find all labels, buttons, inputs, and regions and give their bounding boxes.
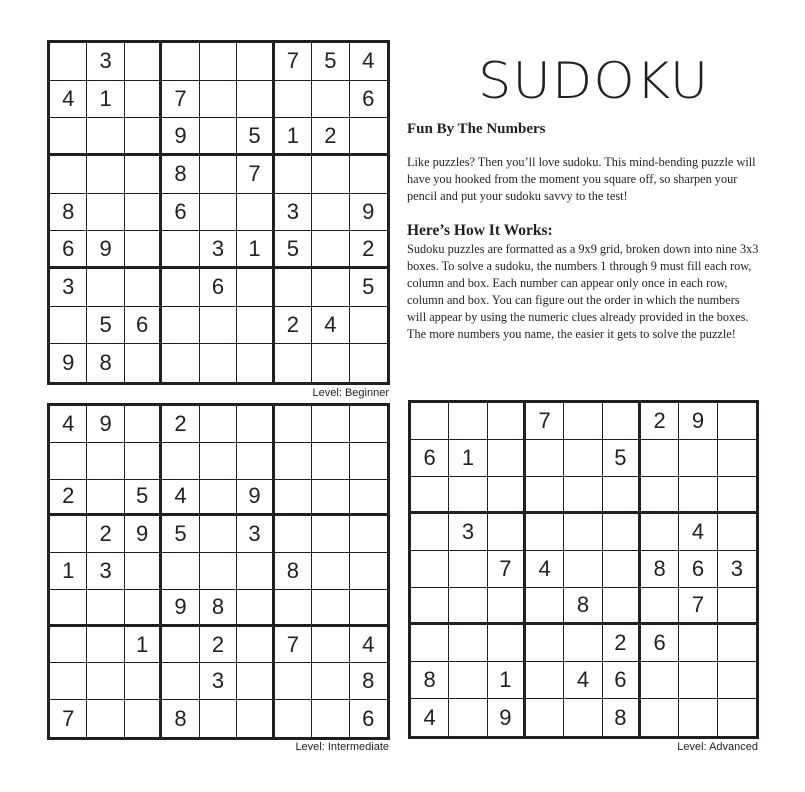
empty-cell[interactable] (679, 625, 717, 662)
empty-cell[interactable] (200, 480, 237, 517)
empty-cell[interactable] (50, 118, 87, 156)
given-cell: 8 (275, 553, 312, 590)
empty-cell[interactable] (87, 443, 124, 480)
given-cell: 5 (603, 440, 641, 477)
empty-cell[interactable] (449, 699, 487, 736)
given-cell: 6 (411, 440, 449, 477)
given-cell: 1 (488, 662, 526, 699)
given-cell: 7 (526, 403, 564, 440)
empty-cell[interactable] (718, 625, 756, 662)
given-cell: 9 (87, 231, 124, 269)
given-cell: 1 (50, 553, 87, 590)
empty-cell[interactable] (350, 118, 387, 156)
empty-cell[interactable] (526, 662, 564, 699)
empty-cell[interactable] (275, 344, 312, 382)
given-cell: 2 (275, 307, 312, 345)
empty-cell[interactable] (679, 440, 717, 477)
empty-cell[interactable] (50, 43, 87, 81)
empty-cell[interactable] (237, 443, 274, 480)
empty-cell[interactable] (162, 553, 199, 590)
empty-cell[interactable] (449, 477, 487, 514)
empty-cell[interactable] (312, 553, 349, 590)
given-cell: 7 (275, 43, 312, 81)
given-cell: 4 (312, 307, 349, 345)
empty-cell[interactable] (350, 590, 387, 627)
empty-cell[interactable] (200, 156, 237, 194)
empty-cell[interactable] (526, 588, 564, 625)
given-cell: 8 (603, 699, 641, 736)
empty-cell[interactable] (488, 440, 526, 477)
given-cell: 7 (679, 588, 717, 625)
empty-cell[interactable] (125, 156, 162, 194)
empty-cell[interactable] (718, 440, 756, 477)
empty-cell[interactable] (275, 406, 312, 443)
given-cell: 6 (50, 231, 87, 269)
given-cell: 3 (87, 553, 124, 590)
given-cell: 1 (449, 440, 487, 477)
empty-cell[interactable] (564, 514, 602, 551)
given-cell: 9 (50, 344, 87, 382)
empty-cell[interactable] (125, 553, 162, 590)
given-cell: 8 (200, 590, 237, 627)
given-cell: 8 (50, 194, 87, 232)
given-cell: 8 (162, 156, 199, 194)
given-cell: 9 (488, 699, 526, 736)
empty-cell[interactable] (125, 406, 162, 443)
intro-text: Like puzzles? Then you’ll love sudoku. This mind-bending puzzle will have you hooked from the moment you square off, so sharpen your pencil and put your sudoku savvy to the test! (407, 155, 756, 203)
given-cell: 6 (362, 705, 375, 731)
empty-cell[interactable] (50, 307, 87, 345)
empty-cell[interactable] (312, 700, 349, 737)
given-cell: 1 (237, 231, 274, 269)
empty-cell[interactable] (87, 700, 124, 737)
given-cell: 5 (125, 480, 162, 517)
empty-cell[interactable] (350, 344, 387, 382)
given-cell: 2 (87, 516, 124, 553)
empty-cell[interactable] (275, 663, 312, 700)
empty-cell[interactable] (350, 307, 387, 345)
empty-cell[interactable] (312, 194, 349, 232)
empty-cell[interactable] (350, 553, 387, 590)
empty-cell[interactable] (237, 627, 274, 664)
given-cell: 4 (564, 662, 602, 699)
sudoku-grid-intermediate (47, 403, 390, 740)
empty-cell[interactable] (125, 663, 162, 700)
empty-cell[interactable] (200, 516, 237, 553)
level-label-intermediate: Level: Intermediate (295, 741, 389, 753)
empty-cell[interactable] (200, 553, 237, 590)
empty-cell[interactable] (50, 663, 87, 700)
given-cell: 9 (125, 516, 162, 553)
empty-cell[interactable] (87, 590, 124, 627)
empty-cell[interactable] (718, 662, 756, 699)
given-cell: 7 (50, 700, 87, 737)
empty-cell[interactable] (718, 477, 756, 514)
given-cell: 2 (350, 231, 387, 269)
empty-cell[interactable] (50, 516, 87, 553)
empty-cell[interactable] (237, 307, 274, 345)
given-cell: 5 (237, 118, 274, 156)
empty-cell[interactable] (237, 344, 274, 382)
given-cell: 6 (350, 81, 387, 119)
empty-cell[interactable] (411, 514, 449, 551)
given-cell: 4 (162, 480, 199, 517)
empty-cell[interactable] (125, 590, 162, 627)
sudoku-grid-beginner (47, 40, 390, 385)
empty-cell[interactable] (411, 477, 449, 514)
empty-cell[interactable] (125, 118, 162, 156)
empty-cell[interactable] (162, 269, 199, 307)
given-cell: 6 (162, 194, 199, 232)
given-cell: 2 (50, 480, 87, 517)
empty-cell[interactable] (162, 627, 199, 664)
empty-cell[interactable] (350, 480, 387, 517)
given-cell: 4 (50, 406, 87, 443)
given-cell: 9 (350, 194, 387, 232)
empty-cell[interactable] (312, 81, 349, 119)
empty-cell[interactable] (200, 700, 237, 737)
empty-cell[interactable] (275, 81, 312, 119)
empty-cell[interactable] (526, 625, 564, 662)
given-cell: 3 (718, 551, 756, 588)
given-cell: 8 (162, 700, 199, 737)
empty-cell[interactable] (50, 156, 87, 194)
given-cell: 4 (679, 514, 717, 551)
given-cell: 6 (125, 307, 162, 345)
empty-cell[interactable] (87, 194, 124, 232)
given-cell: 1 (275, 118, 312, 156)
empty-cell[interactable] (125, 231, 162, 269)
empty-cell[interactable] (275, 480, 312, 517)
empty-cell[interactable] (275, 590, 312, 627)
empty-cell[interactable] (237, 663, 274, 700)
empty-cell[interactable] (237, 590, 274, 627)
page-title: SUDOKU (478, 52, 710, 110)
given-cell: 6 (603, 662, 641, 699)
empty-cell[interactable] (237, 43, 274, 81)
how-it-works-text: Sudoku puzzles are formatted as a 9x9 grid, broken down into nine 3x3 boxes. To solve a sudoku, the numbers 1 through 9 must fill each row, column and box. Each number can appear only once in each row, column and box. You can figure out the order in which the numbers will appear by using the numeric clues already provided in the boxes. The more numbers you name, the easier it gets to solve the puzzle! (407, 242, 759, 341)
empty-cell[interactable] (200, 406, 237, 443)
given-cell: 8 (350, 663, 387, 700)
empty-cell[interactable] (87, 156, 124, 194)
given-cell: 7 (275, 627, 312, 664)
given-cell: 4 (411, 699, 449, 736)
empty-cell[interactable] (718, 514, 756, 551)
empty-cell[interactable] (162, 663, 199, 700)
empty-cell[interactable] (275, 269, 312, 307)
empty-cell[interactable] (411, 625, 449, 662)
given-cell: 5 (350, 269, 387, 307)
empty-cell[interactable] (679, 699, 717, 736)
empty-cell[interactable] (449, 625, 487, 662)
empty-cell[interactable] (641, 440, 679, 477)
empty-cell[interactable] (603, 588, 641, 625)
given-cell: 9 (679, 403, 717, 440)
empty-cell[interactable] (526, 477, 564, 514)
empty-cell[interactable] (564, 551, 602, 588)
empty-cell[interactable] (237, 269, 274, 307)
empty-cell[interactable] (87, 627, 124, 664)
given-cell: 6 (200, 269, 237, 307)
given-cell: 7 (237, 156, 274, 194)
empty-cell[interactable] (449, 588, 487, 625)
empty-cell[interactable] (350, 443, 387, 480)
empty-cell[interactable] (312, 156, 349, 194)
given-cell: 1 (87, 81, 124, 119)
empty-cell[interactable] (449, 551, 487, 588)
empty-cell[interactable] (312, 443, 349, 480)
empty-cell[interactable] (200, 194, 237, 232)
empty-cell[interactable] (312, 627, 349, 664)
given-cell: 7 (162, 81, 199, 119)
given-cell: 9 (87, 406, 124, 443)
given-cell: 9 (162, 590, 199, 627)
empty-cell[interactable] (87, 663, 124, 700)
empty-cell[interactable] (87, 269, 124, 307)
empty-cell[interactable] (125, 43, 162, 81)
given-cell: 2 (312, 118, 349, 156)
empty-cell[interactable] (237, 700, 274, 737)
given-cell: 5 (275, 231, 312, 269)
empty-cell[interactable] (718, 699, 756, 736)
given-cell: 3 (200, 231, 237, 269)
given-cell: 2 (200, 627, 237, 664)
empty-cell[interactable] (162, 443, 199, 480)
empty-cell[interactable] (162, 344, 199, 382)
empty-cell[interactable] (641, 477, 679, 514)
given-cell: 3 (50, 269, 87, 307)
empty-cell[interactable] (237, 81, 274, 119)
given-cell: 2 (603, 625, 641, 662)
empty-cell[interactable] (603, 477, 641, 514)
empty-cell[interactable] (125, 269, 162, 307)
empty-cell[interactable] (237, 194, 274, 232)
empty-cell[interactable] (275, 443, 312, 480)
given-cell: 8 (87, 344, 124, 382)
given-cell: 5 (87, 307, 124, 345)
given-cell: 7 (488, 551, 526, 588)
empty-cell[interactable] (50, 590, 87, 627)
given-cell: 4 (350, 627, 387, 664)
empty-cell[interactable] (350, 406, 387, 443)
empty-cell[interactable] (411, 588, 449, 625)
empty-cell[interactable] (641, 699, 679, 736)
given-cell: 3 (237, 516, 274, 553)
empty-cell[interactable] (488, 588, 526, 625)
empty-cell[interactable] (50, 627, 87, 664)
empty-cell[interactable] (312, 516, 349, 553)
empty-cell[interactable] (200, 443, 237, 480)
given-cell: 8 (641, 551, 679, 588)
empty-cell[interactable] (200, 118, 237, 156)
empty-cell[interactable] (350, 156, 387, 194)
given-cell: 3 (449, 514, 487, 551)
empty-cell[interactable] (125, 443, 162, 480)
level-label-advanced: Level: Advanced (677, 741, 758, 753)
empty-cell[interactable] (200, 43, 237, 81)
empty-cell[interactable] (200, 81, 237, 119)
empty-cell[interactable] (275, 156, 312, 194)
given-cell: 8 (411, 662, 449, 699)
empty-cell[interactable] (125, 81, 162, 119)
empty-cell[interactable] (125, 700, 162, 737)
given-cell: 3 (200, 663, 237, 700)
empty-cell[interactable] (449, 403, 487, 440)
empty-cell[interactable] (641, 514, 679, 551)
empty-cell[interactable] (679, 477, 717, 514)
given-cell: 5 (312, 43, 349, 81)
empty-cell[interactable] (526, 699, 564, 736)
given-cell: 4 (350, 43, 387, 81)
given-cell: 6 (641, 625, 679, 662)
empty-cell[interactable] (488, 514, 526, 551)
empty-cell[interactable] (87, 480, 124, 517)
given-cell: 4 (50, 81, 87, 119)
given-cell: 4 (526, 551, 564, 588)
empty-cell[interactable] (200, 344, 237, 382)
empty-cell[interactable] (526, 440, 564, 477)
empty-cell[interactable] (237, 406, 274, 443)
empty-cell[interactable] (488, 477, 526, 514)
empty-cell[interactable] (275, 700, 312, 737)
empty-cell[interactable] (350, 516, 387, 553)
given-cell: 3 (87, 43, 124, 81)
level-label-beginner: Level: Beginner (312, 387, 389, 399)
given-cell: 6 (679, 551, 717, 588)
subtitle: Fun By The Numbers (407, 121, 546, 137)
given-cell: 5 (162, 516, 199, 553)
given-cell: 1 (125, 627, 162, 664)
empty-cell[interactable] (564, 477, 602, 514)
empty-cell[interactable] (312, 406, 349, 443)
given-cell: 8 (564, 588, 602, 625)
empty-cell[interactable] (162, 231, 199, 269)
empty-cell[interactable] (603, 551, 641, 588)
empty-cell[interactable] (526, 514, 564, 551)
given-cell: 2 (641, 403, 679, 440)
sudoku-grid-advanced (408, 400, 759, 739)
empty-cell[interactable] (237, 553, 274, 590)
empty-cell[interactable] (564, 699, 602, 736)
empty-cell[interactable] (312, 480, 349, 517)
empty-cell[interactable] (679, 662, 717, 699)
empty-cell[interactable] (564, 440, 602, 477)
empty-cell[interactable] (125, 194, 162, 232)
empty-cell[interactable] (411, 551, 449, 588)
empty-cell[interactable] (312, 663, 349, 700)
empty-cell[interactable] (312, 590, 349, 627)
empty-cell[interactable] (162, 43, 199, 81)
how-it-works-heading: Here’s How It Works: (407, 222, 553, 239)
empty-cell[interactable] (87, 118, 124, 156)
empty-cell[interactable] (275, 516, 312, 553)
empty-cell[interactable] (718, 588, 756, 625)
empty-cell[interactable] (449, 662, 487, 699)
empty-cell[interactable] (411, 403, 449, 440)
given-cell: 9 (162, 118, 199, 156)
empty-cell[interactable] (718, 403, 756, 440)
given-cell: 3 (275, 194, 312, 232)
empty-cell[interactable] (312, 269, 349, 307)
given-cell: 2 (162, 406, 199, 443)
empty-cell[interactable] (564, 403, 602, 440)
empty-cell[interactable] (162, 307, 199, 345)
empty-cell[interactable] (50, 443, 87, 480)
empty-cell[interactable] (603, 514, 641, 551)
empty-cell[interactable] (488, 403, 526, 440)
empty-cell[interactable] (200, 307, 237, 345)
empty-cell[interactable] (641, 662, 679, 699)
empty-cell[interactable] (564, 625, 602, 662)
empty-cell[interactable] (312, 231, 349, 269)
empty-cell[interactable] (603, 403, 641, 440)
given-cell: 9 (237, 480, 274, 517)
empty-cell[interactable] (125, 344, 162, 382)
empty-cell[interactable] (488, 625, 526, 662)
empty-cell[interactable] (641, 588, 679, 625)
empty-cell[interactable] (312, 344, 349, 382)
